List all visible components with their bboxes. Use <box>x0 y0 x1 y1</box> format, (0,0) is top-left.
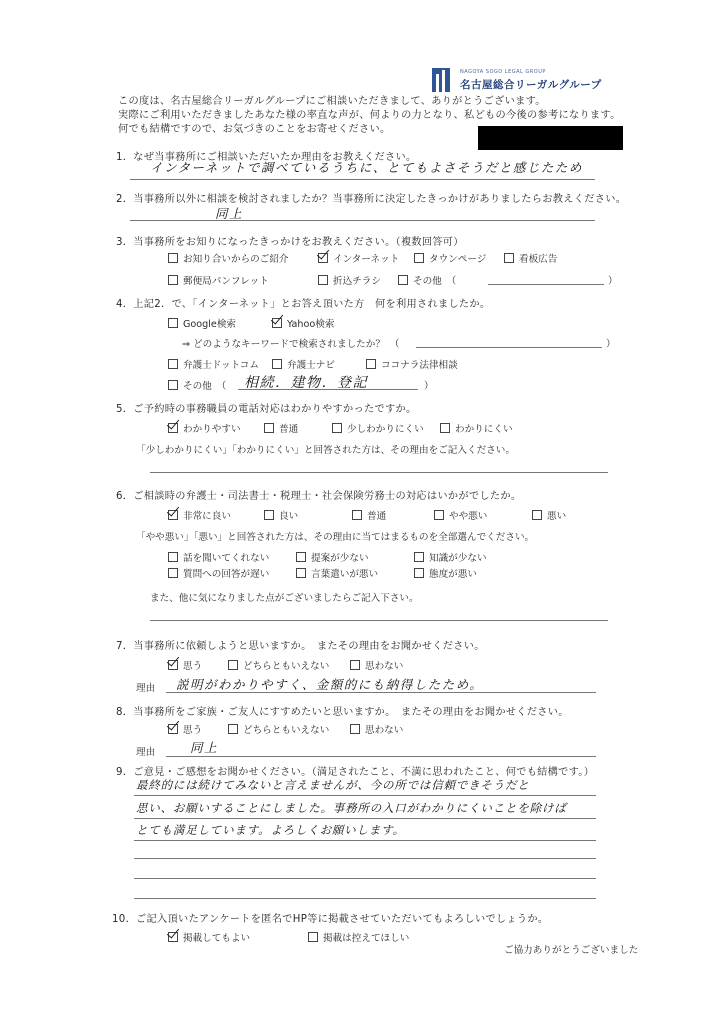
q3-option-referral[interactable]: お知り合いからのご紹介 <box>168 251 289 265</box>
q8-question: 8．当事務所をご家族・ご友人にすすめたいと思いますか。 またその理由をお聞かせください。 <box>116 707 569 718</box>
q7-question: 7．当事務所に依頼しようと思いますか。 またその理由をお聞かせください。 <box>116 641 485 652</box>
footer-thanks: ご協力ありがとうございました <box>504 945 639 956</box>
redaction-box <box>478 126 623 150</box>
q7-reason-label: 理由 <box>136 683 156 694</box>
logo-title: 名古屋総合リーガルグループ <box>460 79 602 91</box>
q10-checkbox-decline[interactable] <box>308 932 318 942</box>
q4-option-coconala[interactable]: ココナラ法律相談 <box>366 357 458 371</box>
q3-option-flyer[interactable]: 折込チラシ <box>318 273 381 287</box>
q3-option-townpage[interactable]: タウンページ <box>414 251 486 265</box>
intro-line-1: この度は、名古屋総合リーガルグループにご相談いただきまして、ありがとうございます。 <box>118 96 546 107</box>
q6-checkbox-very-good[interactable] <box>168 510 178 520</box>
q7-checkbox-no[interactable] <box>350 660 360 670</box>
q4-checkbox-bengoshi-dotcom[interactable] <box>168 359 178 369</box>
q4-other-close: ） <box>424 381 434 392</box>
q4-checkbox-bengoshi-navi[interactable] <box>272 359 282 369</box>
q6-reason-slow-answers[interactable]: 質問への回答が遅い <box>168 566 269 580</box>
q9-question: 9．ご意見・ご感想をお聞かせください。（満足されたこと、不満に思われたこと、何でも結構です。） <box>116 767 595 778</box>
q5-option-easy[interactable]: わかりやすい <box>168 421 241 435</box>
q4-option-bengoshi-dotcom[interactable]: 弁護士ドットコム <box>168 357 259 371</box>
q7-checkbox-yes[interactable] <box>168 660 178 670</box>
q4-option-bengoshi-navi[interactable]: 弁護士ナビ <box>272 357 335 371</box>
q4-checkbox-other[interactable] <box>168 380 178 390</box>
q4-keyword-close: ） <box>606 339 616 350</box>
q8-checkbox-no[interactable] <box>350 724 360 734</box>
q4-keyword-question: ⇒ どのようなキーワードで検索されましたか？ （ <box>182 339 400 350</box>
q5-question: 5．ご予約時の事務職員の電話対応はわかりやすかったですか。 <box>116 404 417 415</box>
q6-reason-bad-language[interactable]: 言葉遣いが悪い <box>296 566 378 580</box>
q6-reason-bad-attitude[interactable]: 態度が悪い <box>414 566 477 580</box>
q4-checkbox-google[interactable] <box>168 318 178 328</box>
q5-checkbox-hard[interactable] <box>440 423 450 433</box>
q6-checkbox-few-proposals[interactable] <box>296 552 306 562</box>
q10-option-decline[interactable]: 掲載は控えてほしい <box>308 930 409 944</box>
q4-option-other[interactable]: その他 （ <box>168 378 226 392</box>
q7-option-no[interactable]: 思わない <box>350 658 403 672</box>
q6-note: 「やや悪い」「悪い」と回答された方は、その理由に当てはまるものを全部選んでください。 <box>136 532 535 543</box>
q4-checkbox-coconala[interactable] <box>366 359 376 369</box>
q6-checkbox-slow-answers[interactable] <box>168 568 178 578</box>
q6-other-note: また、他に気になりました点がございましたらご記入下さい。 <box>150 593 419 604</box>
q1-question: 1．なぜ当事務所にご相談いただいたか理由をお教えください。 <box>116 152 417 163</box>
q5-checkbox-easy[interactable] <box>168 423 178 433</box>
q5-option-hard[interactable]: わかりにくい <box>440 421 513 435</box>
q2-question: 2．当事務所以外に相談を検討されましたか？当事務所に決定したきっかけがありましたらお教えください。 <box>116 194 627 205</box>
q4-question: 4．上記2．で、「インターネット」とお答え頂いた方 何を利用されましたか。 <box>116 299 491 310</box>
q3-checkbox-townpage[interactable] <box>414 253 424 263</box>
q8-option-yes[interactable]: 思う <box>168 722 202 736</box>
intro-line-2: 実際にご利用いただきましたあなた様の率直な声が、何よりの力となり、私どもの今後の参考になります。 <box>118 110 621 121</box>
q9-answer-line-3[interactable]: とても満足しています。よろしくお願いします。 <box>136 823 405 837</box>
q6-checkbox-normal[interactable] <box>352 510 362 520</box>
q5-checkbox-normal[interactable] <box>264 423 274 433</box>
q6-option-good[interactable]: 良い <box>264 508 298 522</box>
q6-option-slightly-bad[interactable]: やや悪い <box>434 508 487 522</box>
q3-option-internet[interactable]: インターネット <box>318 251 399 265</box>
q4-option-yahoo[interactable]: Yahoo検索 <box>272 316 334 330</box>
q5-option-slightly-hard[interactable]: 少しわかりにくい <box>332 421 424 435</box>
q8-checkbox-yes[interactable] <box>168 724 178 734</box>
q10-option-allow[interactable]: 掲載してもよい <box>168 930 250 944</box>
q8-reason-label: 理由 <box>136 747 156 758</box>
q9-answer-line-1[interactable]: 最終的には続けてみないと言えませんが、今の所では信頼できそうだと <box>136 778 530 792</box>
q10-question: 10．ご記入頂いたアンケートを匿名でHP等に掲載させていただいてもよろしいでしょうか。 <box>112 914 549 925</box>
q3-checkbox-post-pamphlet[interactable] <box>168 275 178 285</box>
q7-option-neither[interactable]: どちらともいえない <box>228 658 329 672</box>
q7-checkbox-neither[interactable] <box>228 660 238 670</box>
q6-option-very-good[interactable]: 非常に良い <box>168 508 231 522</box>
q7-reason-answer[interactable]: 説明がわかりやすく、金額的にも納得したため。 <box>176 677 484 692</box>
q6-checkbox-good[interactable] <box>264 510 274 520</box>
q4-option-google[interactable]: Google検索 <box>168 316 236 330</box>
q3-checkbox-referral[interactable] <box>168 253 178 263</box>
q6-checkbox-not-listen[interactable] <box>168 552 178 562</box>
logo-mark-icon <box>432 68 450 92</box>
q6-checkbox-little-knowledge[interactable] <box>414 552 424 562</box>
q6-reason-few-proposals[interactable]: 提案が少ない <box>296 550 369 564</box>
q3-checkbox-signboard[interactable] <box>504 253 514 263</box>
q3-checkbox-other[interactable] <box>398 275 408 285</box>
q6-question: 6．ご相談時の弁護士・司法書士・税理士・社会保険労務士の対応はいかがでしたか。 <box>116 491 522 502</box>
q3-option-signboard[interactable]: 看板広告 <box>504 251 557 265</box>
q3-other-close: ） <box>608 276 618 287</box>
q6-checkbox-slightly-bad[interactable] <box>434 510 444 520</box>
q3-question: 3．当事務所をお知りになったきっかけをお教えください。（複数回答可） <box>116 237 464 248</box>
q8-reason-answer[interactable]: 同上 <box>190 740 219 755</box>
q8-option-neither[interactable]: どちらともいえない <box>228 722 329 736</box>
q7-option-yes[interactable]: 思う <box>168 658 202 672</box>
q3-checkbox-internet[interactable] <box>318 253 328 263</box>
logo-subtitle: NAGOYA SOGO LEGAL GROUP <box>460 69 546 75</box>
q6-option-bad[interactable]: 悪い <box>532 508 566 522</box>
q5-checkbox-slightly-hard[interactable] <box>332 423 342 433</box>
q10-checkbox-allow[interactable] <box>168 932 178 942</box>
q6-checkbox-bad-attitude[interactable] <box>414 568 424 578</box>
q1-answer[interactable]: インターネットで調べているうちに、とてもよさそうだと感じたため <box>150 160 583 175</box>
q8-option-no[interactable]: 思わない <box>350 722 403 736</box>
q3-option-post-pamphlet[interactable]: 郵便局パンフレット <box>168 273 269 287</box>
q4-other-answer[interactable]: 相続．建物．登記 <box>244 375 368 391</box>
q6-checkbox-bad[interactable] <box>532 510 542 520</box>
q6-checkbox-bad-language[interactable] <box>296 568 306 578</box>
q9-answer-line-2[interactable]: 思い、お願いすることにしました。事務所の入口がわかりにくいことを除けば <box>136 801 567 815</box>
q3-option-other[interactable]: その他 （ <box>398 273 456 287</box>
q6-option-normal[interactable]: 普通 <box>352 508 386 522</box>
q5-option-normal[interactable]: 普通 <box>264 421 298 435</box>
q8-checkbox-neither[interactable] <box>228 724 238 734</box>
intro-line-3: 何でも結構ですので、お気づきのことをお寄せください。 <box>118 124 391 135</box>
q2-answer[interactable]: 同上 <box>215 206 244 221</box>
q5-note: 「少しわかりにくい」「わかりにくい」と回答された方は、その理由をご記入ください。 <box>136 445 515 456</box>
q4-checkbox-yahoo[interactable] <box>272 318 282 328</box>
q6-reason-little-knowledge[interactable]: 知識が少ない <box>414 550 487 564</box>
q6-reason-not-listen[interactable]: 話を聞いてくれない <box>168 550 269 564</box>
q3-checkbox-flyer[interactable] <box>318 275 328 285</box>
